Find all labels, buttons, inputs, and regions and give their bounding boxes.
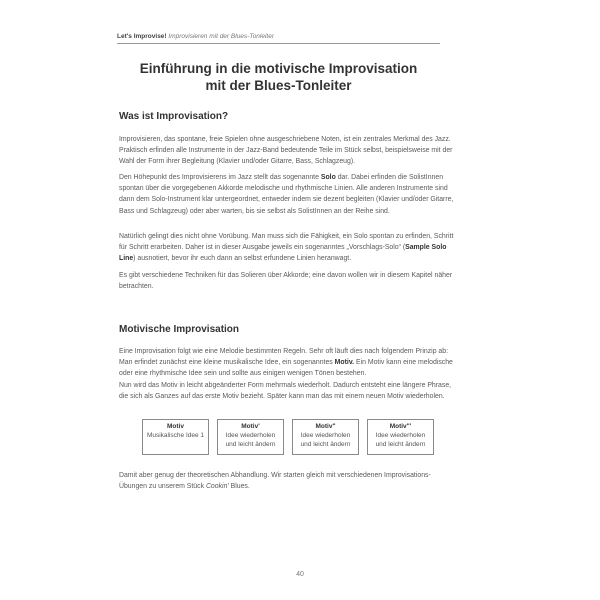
chapter-title: Improvisieren mit der Blues-Tonleiter <box>168 33 275 40</box>
text-run: Damit aber genug der theoretischen Abhandlung. Wir starten gleich mit verschiedenen Improvisations-Übungen zu unserem Stück <box>119 472 431 491</box>
text-run: Eine Improvisation folgt wie eine Melodie bestimmten Regeln. Sehr oft läuft dies nach folgendem Prinzip ab: Man erfindet zunächst eine kleine musikalische Idee, ein sogenanntes <box>119 348 449 367</box>
text-run: Nun wird das Motiv in leicht abgeänderter Form mehrmals wiederholt. Dadurch entsteht eine längere Phrase, die sich als Ganzes auf das erste Motiv bezieht. Später kann man das mit einem neuen Motiv wiederholen. <box>119 381 452 400</box>
paragraph-5 <box>119 346 457 402</box>
motif-box-line: und leicht ändern <box>300 441 351 448</box>
page-title-line1: Einführung in die motivische Improvisation <box>139 61 418 76</box>
text-run: Den Höhepunkt des Improvisierens im Jazz stellt das sogenannte <box>119 174 321 181</box>
book-title: Let's Improvise! <box>117 33 167 40</box>
motif-box <box>292 419 359 455</box>
motif-box <box>217 419 284 455</box>
motif-diagram <box>142 419 434 455</box>
running-header <box>117 33 440 44</box>
italic-title-cookin: Cookin' <box>205 483 229 491</box>
bold-term-solo: Solo <box>320 174 336 181</box>
motif-box-line: und leicht ändern <box>225 441 276 448</box>
text-run: Natürlich gelingt dies nicht ohne Vorübung. Man muss sich die Fähigkeit, ein Solo spontan zu erfinden, Schritt für Schritt erarbeiten. Daher ist in dieser Ausgabe jeweils ein sogenanntes „Vorschlags-Solo“ ( <box>119 233 454 252</box>
bold-term-motiv: Motiv. <box>334 359 355 367</box>
motif-box-title: Motiv"' <box>389 423 412 430</box>
text-run: Ein Motiv kann eine melodische oder eine rhythmische Idee sein und sollte aus einigen wenigen Tönen bestehen. <box>119 359 453 378</box>
text-run: Blues. <box>228 483 250 491</box>
paragraph-2 <box>119 172 457 217</box>
motif-box-line: und leicht ändern <box>375 441 426 448</box>
paragraph-1: Improvisieren, das spontane, freie Spielen ohne ausgeschriebene Noten, ist ein zentrales Merkmal des Jazz. Praktisch erfinden alle Instrumente in der Jazz-Band bedeutende Teile im Stück selbst, beispielsweise mit der Wahl der Form ihrer Begleitung (Klavier und/oder Gitarre, Bass, Schlagzeug). <box>119 136 453 166</box>
motif-box <box>142 419 209 455</box>
section-heading-improvisation: Was ist Improvisation? <box>119 111 229 122</box>
paragraph-closing <box>119 470 457 492</box>
motif-box-line: Musikalische Idee 1 <box>146 432 205 439</box>
motif-box-title: Motiv <box>167 423 184 430</box>
motif-box-title: Motiv" <box>315 423 336 430</box>
paragraph-4: Es gibt verschiedene Techniken für das Solieren über Akkorde; eine davon wollen wir in diesem Kapitel näher betrachten. <box>119 272 453 291</box>
section-heading-motivic: Motivische Improvisation <box>119 324 240 335</box>
page-title <box>117 60 440 94</box>
motif-box-title: Motiv' <box>241 423 260 430</box>
page-number: 40 <box>296 571 304 578</box>
motif-box-line: Idee wiederholen <box>375 432 426 439</box>
text-run: dar. Dabei erfinden die SolistInnen spontan über die vorgegebenen Akkorde melodische und rhythmische Linien. Alle anderen Instrumente sind dann dem Solo-Instrument klar untergeordnet, entweder indem sie dezent begleiten (Klavier und/oder Gitarre, Bass und Schlagzeug) oder aber warten, bis sie selbst als SolistInnen an der Reihe sind. <box>119 174 454 215</box>
bold-term-sample-solo-line: Sample Solo Line <box>119 244 447 263</box>
text-run: ) ausnotiert, bevor ihr euch dann an selbst erfundene Linien heranwagt. <box>133 255 352 263</box>
paragraph-3 <box>119 231 457 265</box>
motif-box-line: Idee wiederholen <box>225 432 276 439</box>
motif-box-line: Idee wiederholen <box>300 432 351 439</box>
page-title-line2: mit der Blues-Tonleiter <box>205 78 352 93</box>
motif-box <box>367 419 434 455</box>
